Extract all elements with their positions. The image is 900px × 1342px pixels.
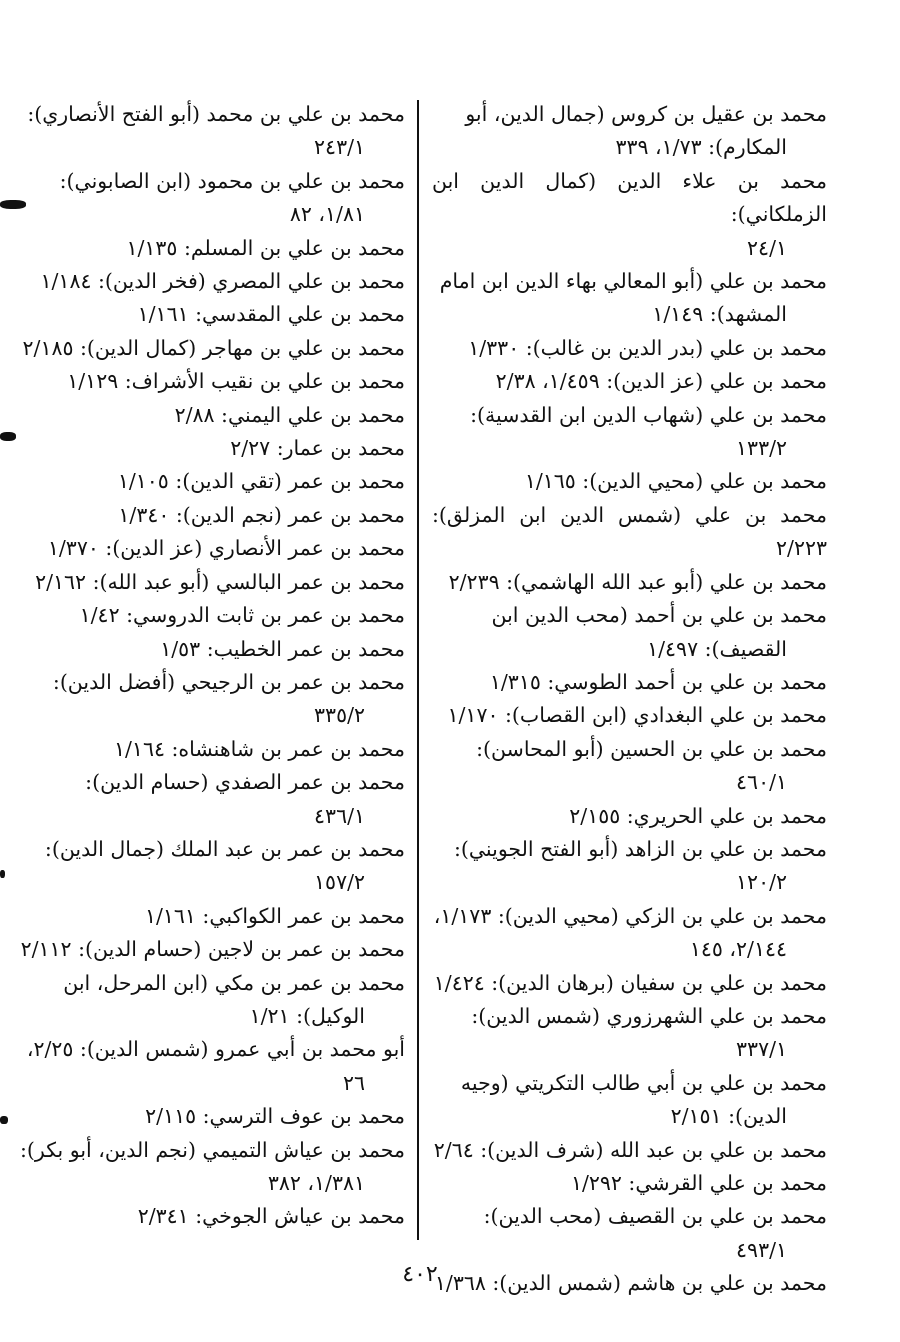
entry-text: محمد بن علي المقدسي: ١/١٦١	[137, 302, 405, 327]
index-entry	[432, 332, 827, 365]
entry-text: محمد بن عمر الأنصاري (عز الدين): ١/٣٧٠	[47, 536, 405, 561]
index-entry	[432, 733, 827, 800]
entry-continuation: ١/٨١، ٨٢	[289, 202, 365, 227]
entry-text: محمد بن علي بن عبد الله (شرف الدين): ٢/٦٤	[433, 1137, 827, 1162]
index-entry	[10, 532, 405, 565]
index-entry	[10, 165, 405, 232]
index-entry	[10, 98, 405, 165]
index-entry	[10, 499, 405, 532]
index-entry	[432, 365, 827, 398]
entry-text: محمد بن عمر الخطيب: ١/٥٣	[160, 636, 405, 661]
entry-continuation: الدين): ٢/١٥١	[670, 1104, 787, 1129]
scan-mark	[0, 870, 5, 878]
entry-text: محمد بن علي بن أحمد (محب الدين ابن	[491, 603, 827, 628]
entry-text: محمد بن علي اليمني: ٢/٨٨	[174, 402, 405, 427]
entry-text: محمد بن علي بن الزكي (محيي الدين): ١/١٧٣،	[433, 903, 827, 928]
index-entry	[10, 1134, 405, 1201]
index-entry	[10, 599, 405, 632]
index-entry	[432, 599, 827, 666]
entry-text: محمد بن علي (أبو عبد الله الهاشمي): ٢/٢٣٩	[448, 569, 827, 594]
entry-continuation: ٤٩٣/١	[736, 1237, 787, 1262]
entry-continuation: القصيف): ١/٤٩٧	[647, 636, 787, 661]
entry-text: محمد بن علي بن مهاجر (كمال الدين): ٢/١٨٥	[22, 335, 405, 360]
entry-text: محمد بن عياش الجوخي: ٢/٣٤١	[137, 1204, 405, 1229]
entry-text: محمد بن علي بن الحسين (أبو المحاسن):	[476, 736, 827, 761]
entry-text: محمد بن علي الحريري: ٢/١٥٥	[569, 803, 827, 828]
entry-text: محمد بن عمار: ٢/٢٧	[230, 436, 405, 461]
entry-continuation: ٤٣٦/١	[314, 803, 365, 828]
scan-mark	[0, 432, 16, 441]
entry-text: محمد بن علي بن الزاهد (أبو الفتح الجويني):	[453, 836, 827, 861]
index-entry	[10, 432, 405, 465]
entry-continuation: ٢٤/١	[747, 235, 787, 260]
index-entry	[10, 1100, 405, 1133]
page-number: ٤٠٢	[402, 1262, 438, 1287]
entry-text: محمد بن علي بن أحمد الطوسي: ١/٣١٥	[489, 669, 827, 694]
entry-text: محمد بن علي بن محمد (أبو الفتح الأنصاري):	[27, 102, 405, 126]
index-entry	[432, 900, 827, 967]
index-entry	[10, 733, 405, 766]
entry-continuation: ٢٦	[342, 1070, 365, 1095]
entry-text: محمد بن عمر بن مكي (ابن المرحل، ابن	[63, 970, 405, 995]
entry-text: محمد بن علاء الدين (كمال الدين ابن الزملكاني):	[432, 168, 827, 227]
index-entry	[10, 399, 405, 432]
entry-continuation: المشهد): ١/١٤٩	[652, 302, 787, 327]
entry-text: محمد بن علي بن محمود (ابن الصابوني):	[59, 168, 405, 193]
entry-text: محمد بن علي بن أبي طالب التكريتي (وجيه	[460, 1070, 827, 1095]
index-entry	[10, 332, 405, 365]
entry-text: محمد بن عمر (تقي الدين): ١/١٠٥	[117, 469, 405, 494]
entry-text: محمد بن علي بن المسلم: ١/١٣٥	[126, 235, 405, 260]
entry-text: محمد بن علي المصري (فخر الدين): ١/١٨٤	[40, 269, 405, 294]
index-entry	[10, 265, 405, 298]
entry-text: محمد بن علي (شهاب الدين ابن القدسية):	[470, 402, 827, 427]
index-entry	[432, 1000, 827, 1067]
index-entry	[10, 900, 405, 933]
entry-continuation: الوكيل): ١/٢١	[249, 1003, 365, 1028]
entry-text: محمد بن عمر البالسي (أبو عبد الله): ٢/١٦٢	[35, 569, 405, 594]
index-entry	[10, 766, 405, 833]
index-entry	[432, 566, 827, 599]
entry-continuation: ٢/١٤٤، ١٤٥	[689, 937, 787, 962]
index-entry	[10, 298, 405, 331]
index-entry	[10, 1033, 405, 1100]
entry-text: محمد بن علي القرشي: ١/٢٩٢	[570, 1171, 827, 1195]
index-entry	[10, 1200, 405, 1233]
entry-text: محمد بن عمر بن شاهنشاه: ١/١٦٤	[114, 736, 405, 761]
scan-mark	[0, 200, 26, 209]
index-entry	[432, 1067, 827, 1134]
index-entry	[432, 800, 827, 833]
index-entry	[432, 1134, 827, 1167]
entry-continuation: ١٣٣/٢	[736, 436, 787, 461]
entry-text: محمد بن علي البغدادي (ابن القصاب): ١/١٧٠	[447, 703, 827, 728]
entry-text: محمد بن علي بن القصيف (محب الدين):	[483, 1204, 827, 1229]
entry-continuation: ١٥٧/٢	[314, 870, 365, 895]
entry-text: محمد بن عمر بن عبد الملك (جمال الدين):	[44, 836, 405, 861]
entry-text: محمد بن عمر بن لاجين (حسام الدين): ٢/١١٢	[20, 937, 405, 962]
entry-text: محمد بن علي (أبو المعالي بهاء الدين ابن امام	[439, 269, 827, 294]
entry-text: محمد بن عقيل بن كروس (جمال الدين، أبو	[465, 102, 827, 126]
entry-continuation: المكارم): ١/٧٣، ٣٣٩	[615, 135, 787, 160]
entry-continuation: ١٢٠/٢	[736, 870, 787, 895]
entry-continuation: ٤٦٠/١	[736, 770, 787, 795]
entry-text: محمد بن علي (بدر الدين بن غالب): ١/٣٣٠	[468, 335, 827, 360]
index-entry	[432, 1167, 827, 1200]
left-column	[10, 98, 405, 1234]
index-entry	[10, 666, 405, 733]
column-divider	[417, 100, 419, 1240]
entry-text: محمد بن عوف الترسي: ٢/١١٥	[145, 1104, 405, 1129]
entry-text: محمد بن عمر بن الرجيحي (أفضل الدين):	[52, 669, 405, 694]
entry-continuation: ٣٣٥/٢	[314, 703, 365, 728]
index-entry	[10, 833, 405, 900]
index-entry	[432, 265, 827, 332]
entry-text: محمد بن علي الشهرزوري (شمس الدين):	[471, 1003, 827, 1028]
index-entry	[10, 566, 405, 599]
entry-text: أبو محمد بن أبي عمرو (شمس الدين): ٢/٢٥،	[26, 1037, 405, 1062]
entry-text: محمد بن عمر (نجم الدين): ١/٣٤٠	[118, 502, 405, 527]
entry-text: محمد بن عمر بن ثابت الدروسي: ١/٤٢	[79, 603, 405, 628]
index-entry	[432, 1200, 827, 1267]
index-entry	[432, 967, 827, 1000]
entry-text: محمد بن علي (عز الدين): ١/٤٥٩، ٢/٣٨	[495, 369, 827, 394]
index-entry	[432, 165, 827, 265]
entry-text: محمد بن علي بن نقيب الأشراف: ١/١٢٩	[67, 369, 405, 394]
entry-text: محمد بن علي (محيي الدين): ١/١٦٥	[524, 469, 827, 494]
scan-mark	[0, 1116, 8, 1124]
entry-text: محمد بن علي بن هاشم (شمس الدين): ١/٣٦٨	[434, 1271, 827, 1296]
index-entry	[10, 465, 405, 498]
index-entry	[10, 232, 405, 265]
entry-continuation: ١/٣٨١، ٣٨٢	[267, 1171, 365, 1195]
index-entry	[10, 967, 405, 1034]
index-entry	[432, 666, 827, 699]
index-entry	[432, 98, 827, 165]
index-entry	[432, 499, 827, 566]
entry-text: محمد بن عمر الصفدي (حسام الدين):	[85, 770, 405, 795]
entry-continuation: ٣٣٧/١	[736, 1037, 787, 1062]
index-entry	[432, 699, 827, 732]
entry-text: محمد بن عمر الكواكبي: ١/١٦١	[144, 903, 405, 928]
entry-continuation: ٢٤٣/١	[314, 135, 365, 160]
entry-text: محمد بن عياش التميمي (نجم الدين، أبو بكر):	[20, 1137, 405, 1162]
index-entry	[432, 465, 827, 498]
index-entry	[10, 933, 405, 966]
index-entry	[10, 365, 405, 398]
index-entry	[10, 633, 405, 666]
index-entry	[432, 833, 827, 900]
right-column	[432, 98, 827, 1301]
entry-text: محمد بن علي بن سفيان (برهان الدين): ١/٤٢٤	[433, 970, 827, 995]
index-entry	[432, 399, 827, 466]
entry-text: محمد بن علي (شمس الدين ابن المزلق): ٢/٢٢٣	[432, 502, 827, 561]
